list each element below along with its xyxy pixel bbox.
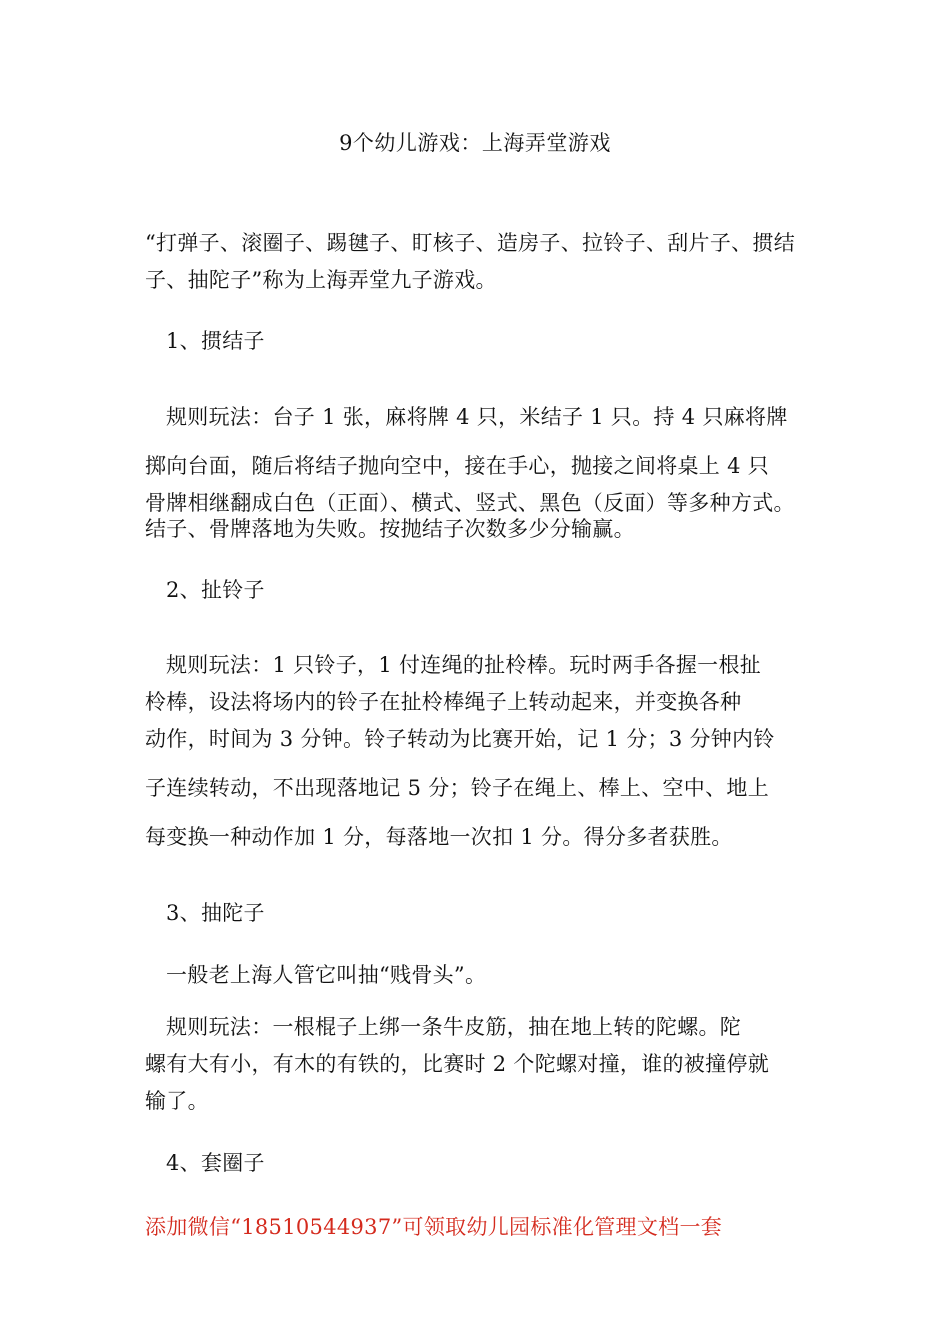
section-3-rule-line-1: 规则玩法：一根棍子上绑一条牛皮筋，抽在地上转的陀螺。陀 (166, 1015, 742, 1039)
footer-promo-text: 添加微信“18510544937”可领取幼儿园标准化管理文档一套 (145, 1215, 723, 1239)
section-3-rule-line-3: 输了。 (145, 1089, 209, 1113)
section-2-heading: 2、扯铃子 (166, 578, 265, 602)
section-1-heading: 1、掼结子 (166, 329, 265, 353)
section-1-rule-line-4: 结子、骨牌落地为失败。按抛结子次数多少分输赢。 (145, 517, 635, 541)
section-3-rule-line-2: 螺有大有小，有木的有铁的，比赛时 2 个陀螺对撞，谁的被撞停就 (145, 1052, 770, 1076)
section-2-rule-line-1: 规则玩法：1 只铃子，1 付连绳的扯柃棒。玩时两手各握一根扯 (166, 653, 762, 677)
section-1-rule-line-1: 规则玩法：台子 1 张，麻将牌 4 只，米结子 1 只。持 4 只麻将牌 (166, 405, 788, 429)
section-2-rule-line-2: 柃棒，设法将场内的铃子在扯柃棒绳子上转动起来，并变换各种 (145, 690, 742, 714)
section-2-rule-line-4: 子连续转动，不出现落地记 5 分；铃子在绳上、棒上、空中、地上 (145, 776, 770, 800)
section-2-rule-line-5: 每变换一种动作加 1 分，每落地一次扣 1 分。得分多者获胜。 (145, 825, 733, 849)
intro-line-1: “打弹子、滚圈子、踢毽子、盯核子、造房子、拉铃子、刮片子、掼结 (145, 231, 796, 255)
intro-line-2: 子、抽陀子”称为上海弄堂九子游戏。 (145, 268, 497, 292)
document-title: 9个幼儿游戏：上海弄堂游戏 (339, 131, 611, 155)
section-4-heading: 4、套圈子 (166, 1151, 265, 1175)
section-3-note: 一般老上海人管它叫抽“贱骨头”。 (166, 963, 487, 987)
section-3-heading: 3、抽陀子 (166, 901, 265, 925)
section-1-rule-line-2: 掷向台面，随后将结子抛向空中，接在手心，抛接之间将桌上 4 只 (145, 454, 770, 478)
section-1-rule-line-3: 骨牌相继翻成白色（正面）、横式、竖式、黑色（反面）等多种方式。 (145, 491, 795, 515)
section-2-rule-line-3: 动作，时间为 3 分钟。铃子转动为比赛开始，记 1 分；3 分钟内铃 (145, 727, 775, 751)
